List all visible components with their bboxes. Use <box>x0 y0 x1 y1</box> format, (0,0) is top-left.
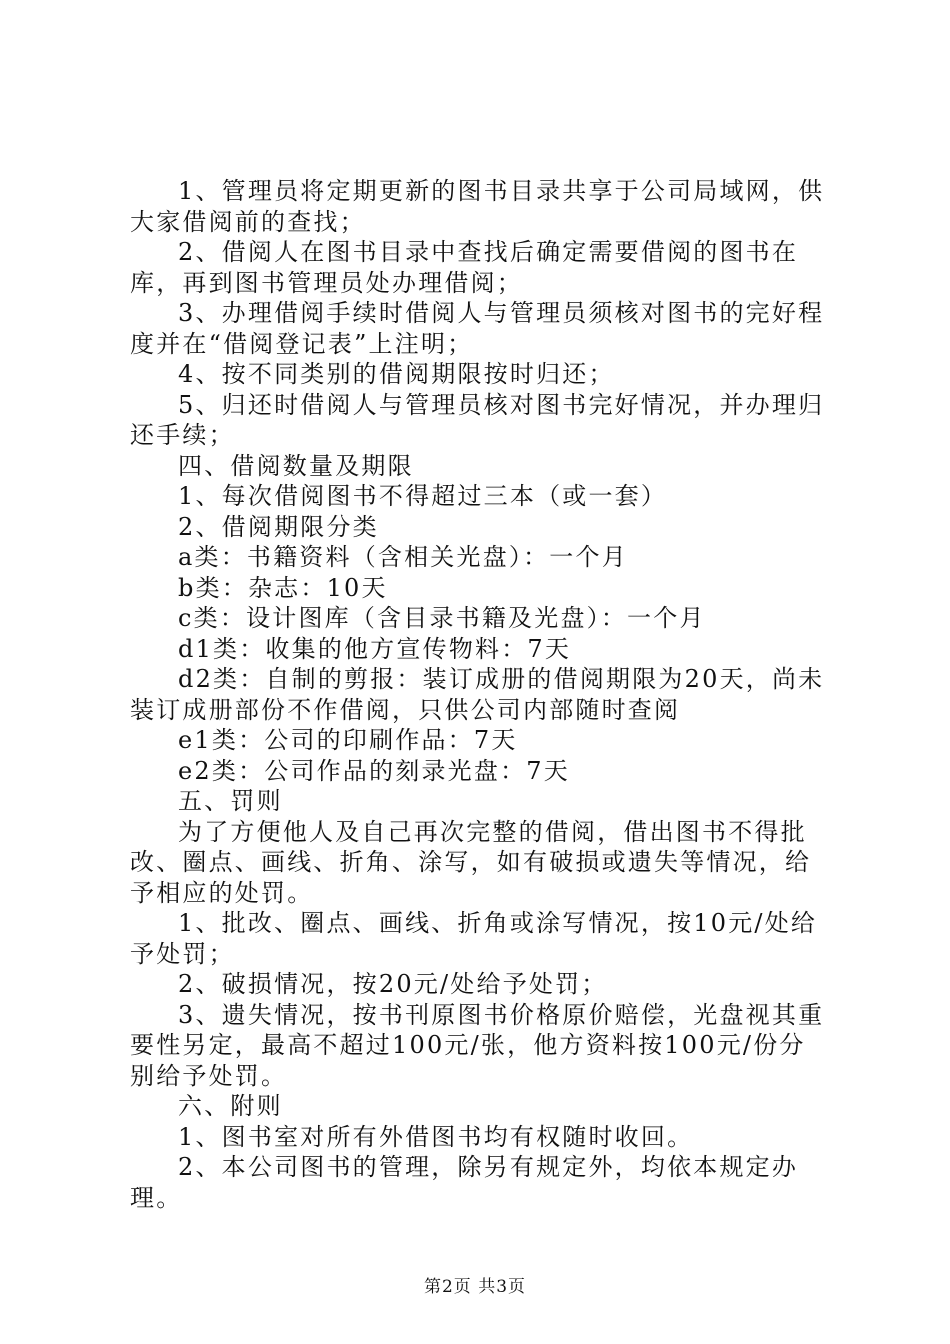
paragraph-borrow-step-3: 3、办理借阅手续时借阅人与管理员须核对图书的完好程度并在“借阅登记表”上注明； <box>130 299 825 358</box>
section-heading-quantity-period: 四、借阅数量及期限 <box>178 451 414 480</box>
paragraph-penalty-2: 2、破损情况，按20元/处给予处罚； <box>178 970 608 998</box>
category-d2: d2类：自制的剪报：装订成册的借阅期限为20天，尚未装订成册部份不作借阅，只供公司内部随时查阅 <box>130 665 825 724</box>
page-footer: 第2页 共3页 <box>423 1277 527 1297</box>
paragraph-borrow-step-4: 4、按不同类别的借阅期限按时归还； <box>178 360 615 388</box>
paragraph-penalty-1: 1、批改、圈点、画线、折角或涂写情况，按10元/处给予处罚； <box>130 909 818 968</box>
section-heading-supplementary: 六、附则 <box>178 1092 283 1120</box>
category-e2: e2类：公司作品的刻录光盘：7天 <box>178 756 570 785</box>
paragraph-borrow-step-1: 1、管理员将定期更新的图书目录共享于公司局域网，供大家借阅前的查找； <box>130 177 825 236</box>
paragraph-penalty-intro: 为了方便他人及自己再次完整的借阅，借出图书不得批改、圈点、画线、折角、涂写，如有破损或遗失等情况，给予相应的处罚。 <box>130 817 812 907</box>
section-heading-penalties: 五、罚则 <box>178 787 283 815</box>
category-b: b类：杂志：10天 <box>178 573 388 602</box>
category-e1: e1类：公司的印刷作品：7天 <box>178 726 518 754</box>
paragraph-quantity-limit: 1、每次借阅图书不得超过三本（或一套） <box>178 482 668 510</box>
category-c: c类：设计图库（含目录书籍及光盘）：一个月 <box>178 604 706 632</box>
paragraph-borrow-step-5: 5、归还时借阅人与管理员核对图书完好情况，并办理归还手续； <box>130 390 825 449</box>
paragraph-supplementary-1: 1、图书室对所有外借图书均有权随时收回。 <box>178 1122 694 1151</box>
document-body <box>130 176 830 1213</box>
category-d1: d1类：收集的他方宣传物料：7天 <box>178 634 572 663</box>
category-a: a类：书籍资料（含相关光盘）：一个月 <box>178 543 628 571</box>
paragraph-borrow-step-2: 2、借阅人在图书目录中查找后确定需要借阅的图书在库，再到图书管理员处办理借阅； <box>130 238 799 297</box>
paragraph-period-categories: 2、借阅期限分类 <box>178 512 379 541</box>
paragraph-penalty-3: 3、遗失情况，按书刊原图书价格原价赔偿，光盘视其重要性另定，最高不超过100元/张，他方资料按100元/份分别给予处罚。 <box>130 1000 825 1090</box>
paragraph-supplementary-2: 2、本公司图书的管理，除另有规定外，均依本规定办理。 <box>130 1153 799 1212</box>
